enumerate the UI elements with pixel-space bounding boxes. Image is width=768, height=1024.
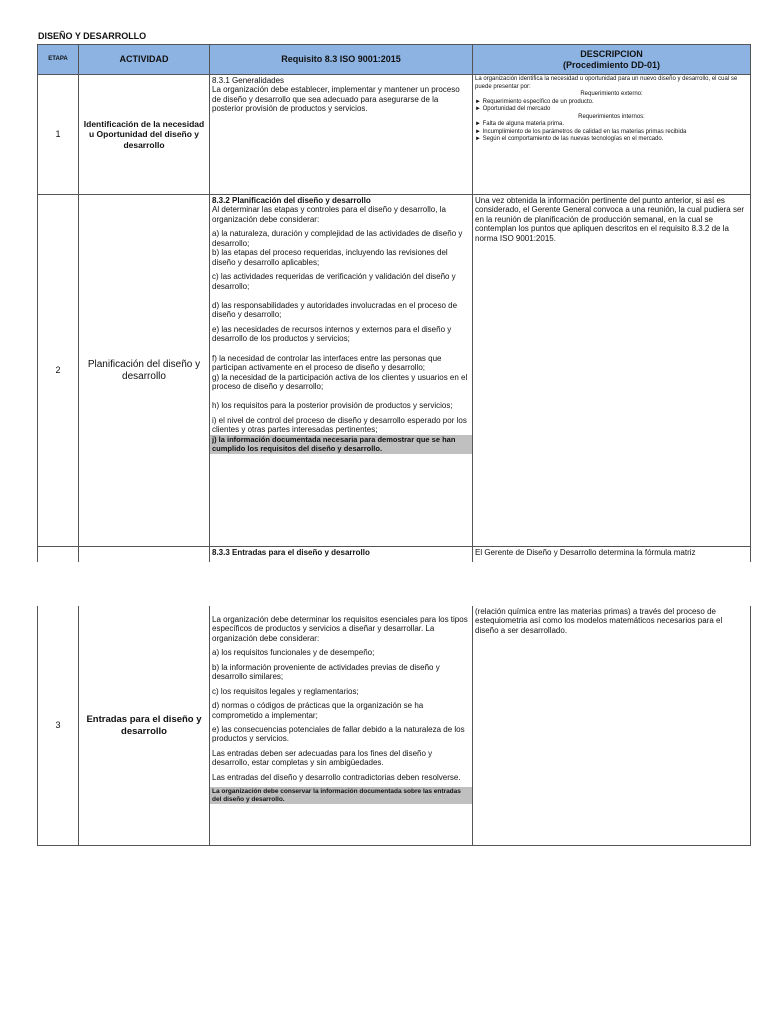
descripcion-line: La organización identifica la necesidad u oportunidad para un nuevo diseño y desarrollo, el cual se puede presentar por: xyxy=(475,76,738,90)
requisito-line: 8.3.1 Generalidades xyxy=(212,76,285,85)
requisito-line: La organización debe establecer, implementar y mantener un proceso de diseño y desarrollo que sea adecuado para asegurarse de la posterior provisión de productos y servicios. xyxy=(212,85,460,114)
etapa-cell-empty xyxy=(38,547,79,563)
requisito-line: b) las etapas del proceso requeridas, incluyendo las revisiones del diseño y desarrollo aplicables; xyxy=(212,248,448,267)
descripcion-cell: Una vez obtenida la información pertinente del punto anterior, si así es considerado, el Gerente General convoca a una reunión, la cual pudiera ser en la reunión de planificación de producción semanal, en la cual se contemplan los puntos que apliquen descritos en el requisito 8.3.2 de la norma ISO 9001:2015. xyxy=(473,195,751,547)
requisito-line: i) el nivel de control del proceso de diseño y desarrollo esperado por los clientes y otras partes interesadas pertinentes; xyxy=(212,415,467,435)
requisito-line: b) la información proveniente de actividades previas de diseño y desarrollo similares; xyxy=(212,662,440,682)
table-row xyxy=(38,547,751,563)
requisito-line: c) las actividades requeridas de verificación y validación del diseño y desarrollo; xyxy=(212,272,456,291)
requisito-line: e) las necesidades de recursos internos y externos para el diseño y desarrollo de los productos y servicios; xyxy=(212,324,452,344)
requisito-line: La organización debe determinar los requisitos esenciales para los tipos específicos de productos y servicios a diseñar y desarrollar. La organización debe considerar: xyxy=(212,615,468,643)
requisito-line: e) las consecuencias potenciales de fallar debido a la naturaleza de los productos y servicios. xyxy=(212,724,465,744)
requisito-line: c) los requisitos legales y reglamentarios; xyxy=(212,686,359,696)
descripcion-line: Requerimiento externo: xyxy=(580,91,643,97)
requisito-line: Al determinar las etapas y controles para el diseño y desarrollo, la organización debe considerar: xyxy=(212,205,446,224)
descripcion-cell xyxy=(473,75,751,195)
actividad-cell: Identificación de la necesidad u Oportunidad del diseño y desarrollo xyxy=(79,75,210,195)
actividad-cell-empty xyxy=(79,547,210,563)
etapa-cell: 1 xyxy=(38,75,79,195)
actividad-cell: Planificación del diseño y desarrollo xyxy=(79,195,210,547)
design-table-page-1 xyxy=(37,44,751,562)
table-row xyxy=(38,75,751,195)
descripcion-cell: El Gerente de Diseño y Desarrollo determina la fórmula matriz xyxy=(473,547,751,563)
requisito-line: f) la necesidad de controlar las interfaces entre las personas que participan activamente en el proceso de diseño y desarrollo; xyxy=(212,353,442,373)
requisito-line: g) la necesidad de la participación activa de los clientes y usuarios en el proceso de diseño y desarrollo; xyxy=(212,372,468,391)
descripcion-line: ► Según el comportamiento de las nuevas tecnologías en el mercado. xyxy=(475,136,664,142)
header-row xyxy=(38,45,751,75)
descripcion-line: ► Incumplimiento de los parámetros de calidad en las materias primas recibida xyxy=(475,128,687,135)
actividad-cell: Entradas para el diseño y desarrollo xyxy=(79,606,210,846)
requisito-subtitle: 8.3.3 Entradas para el diseño y desarrollo xyxy=(212,548,370,557)
descripcion-line: ► Oportunidad del mercado xyxy=(475,106,551,112)
descripcion-cell: (relación química entre las materias primas) a través del proceso de estequiometria así como los modelos matemáticos necesarios para el diseño a ser desarrollado. xyxy=(473,606,751,846)
header-descripcion xyxy=(473,45,751,75)
requisito-cell xyxy=(210,547,473,563)
page-2 xyxy=(0,606,768,856)
etapa-cell: 3 xyxy=(38,606,79,846)
requisito-line: d) normas o códigos de prácticas que la organización se ha comprometido a implementar; xyxy=(212,701,424,720)
requisito-cell xyxy=(210,75,473,195)
requisito-line: Las entradas deben ser adecuadas para los fines del diseño y desarrollo, estar completas y sin ambigüedades. xyxy=(212,748,433,768)
table-row xyxy=(38,195,751,547)
document-title: DISEÑO Y DESARROLLO xyxy=(38,31,147,41)
requisito-subtitle: 8.3.2 Planificación del diseño y desarrollo xyxy=(212,196,371,205)
requisito-line: d) las responsabilidades y autoridades involucradas en el proceso de diseño y desarrollo; xyxy=(212,300,458,320)
descripcion-line: ► Falta de alguna materia prima. xyxy=(475,121,564,127)
requisito-cell xyxy=(210,606,473,846)
requisito-line: a) los requisitos funcionales y de desempeño; xyxy=(212,648,375,658)
header-actividad: ACTIVIDAD xyxy=(79,45,210,75)
descripcion-line: ► Requerimiento específico de un producto. xyxy=(475,98,594,105)
header-requisito: Requisito 8.3 ISO 9001:2015 xyxy=(210,45,473,75)
requisito-line: h) los requisitos para la posterior provisión de productos y servicios; xyxy=(212,401,453,411)
table-row xyxy=(38,606,751,846)
header-etapa: ETAPA xyxy=(38,45,79,75)
requisito-highlight: j) la información documentada necesaria para demostrar que se han cumplido los requisitos del diseño y desarrollo. xyxy=(210,435,472,455)
design-table-page-2 xyxy=(37,606,751,846)
requisito-line: Las entradas del diseño y desarrollo contradictorias deben resolverse. xyxy=(212,772,461,782)
header-descripcion-line2: (Procedimiento DD-01) xyxy=(562,59,660,70)
requisito-cell xyxy=(210,195,473,547)
etapa-cell: 2 xyxy=(38,195,79,547)
descripcion-line: Requerimientos internos: xyxy=(578,113,645,120)
requisito-highlight: La organización debe conservar la información documentada sobre las entradas del diseño y desarrollo. xyxy=(210,787,472,804)
requisito-line: a) la naturaleza, duración y complejidad de las actividades de diseño y desarrollo; xyxy=(212,229,463,248)
header-descripcion-line1: DESCRIPCION xyxy=(580,48,643,59)
